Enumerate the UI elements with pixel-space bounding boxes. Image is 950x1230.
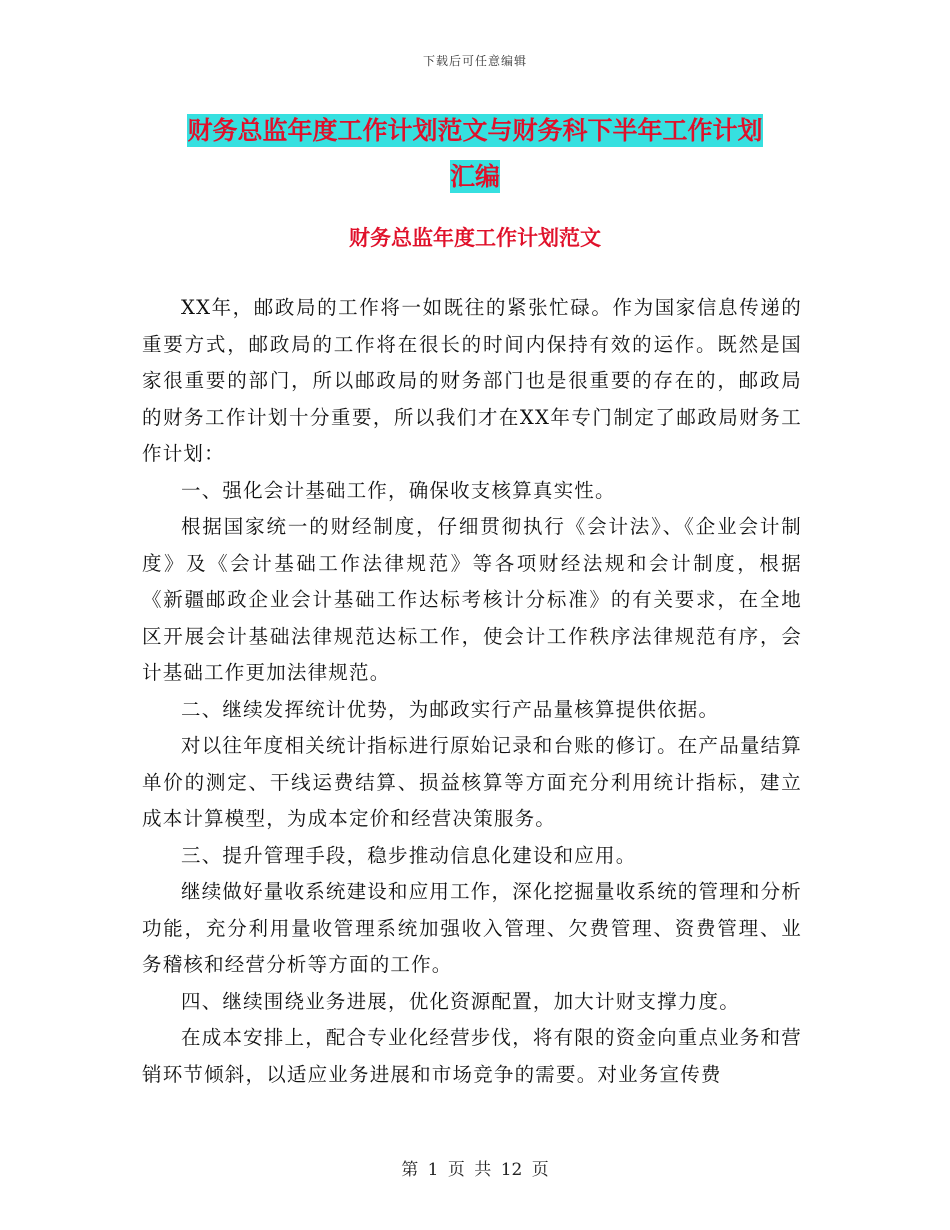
paragraph-body-4: 在成本安排上，配合专业化经营步伐，将有限的资金向重点业务和营销环节倾斜，以适应业务进展和市场竞争的需要。对业务宣传费 [142,1026,803,1086]
paragraph-heading-3: 三、提升管理手段，稳步推动信息化建设和应用。 [181,843,637,867]
paragraph-body-1: 根据国家统一的财经制度，仔细贯彻执行《会计法》、《企业会计制度》及《会计基础工作法律规范》等各项财经法规和会计制度，根据《新疆邮政企业会计基础工作达标考核计分标准》的有关要求，在全地区开展会计基础法律规范达标工作，使会计工作秩序法律规范有序，会计基础工作更加法律规范。 [142,515,802,684]
paragraph-intro: XX年，邮政局的工作将一如既往的紧张忙碌。作为国家信息传递的重要方式，邮政局的工作将在很长的时间内保持有效的运作。既然是国家很重要的部门，所以邮政局的财务部门也是很重要的存在的，邮政局的财务工作计划十分重要，所以我们才在XX年专门制定了邮政局财务工作计划： [142,296,802,465]
body-text [142,290,802,1093]
paragraph-heading-4: 四、继续围绕业务进展，优化资源配置，加大计财支撑力度。 [181,989,740,1013]
page-header-note: 下载后可任意编辑 [422,54,527,68]
page-footer: 第 1 页 共 12 页 [401,1160,549,1180]
paragraph-heading-1: 一、强化会计基础工作，确保收支核算真实性。 [181,478,616,502]
document-title [140,108,810,200]
section-title: 财务总监年度工作计划范文 [349,226,601,250]
paragraph-body-2: 对以往年度相关统计指标进行原始记录和台账的修订。在产品量结算单价的测定、干线运费结算、损益核算等方面充分利用统计指标，建立成本计算模型，为成本定价和经营决策服务。 [142,734,803,830]
paragraph-heading-2: 二、继续发挥统计优势，为邮政实行产品量核算提供依据。 [181,697,720,721]
paragraph-body-3: 继续做好量收系统建设和应用工作，深化挖掘量收系统的管理和分析功能，充分利用量收管理系统加强收入管理、欠费管理、资费管理、业务稽核和经营分析等方面的工作。 [142,880,803,976]
document-title-line-1: 财务总监年度工作计划范文与财务科下半年工作计划 [187,116,763,145]
document-title-line-2: 汇编 [449,162,500,191]
